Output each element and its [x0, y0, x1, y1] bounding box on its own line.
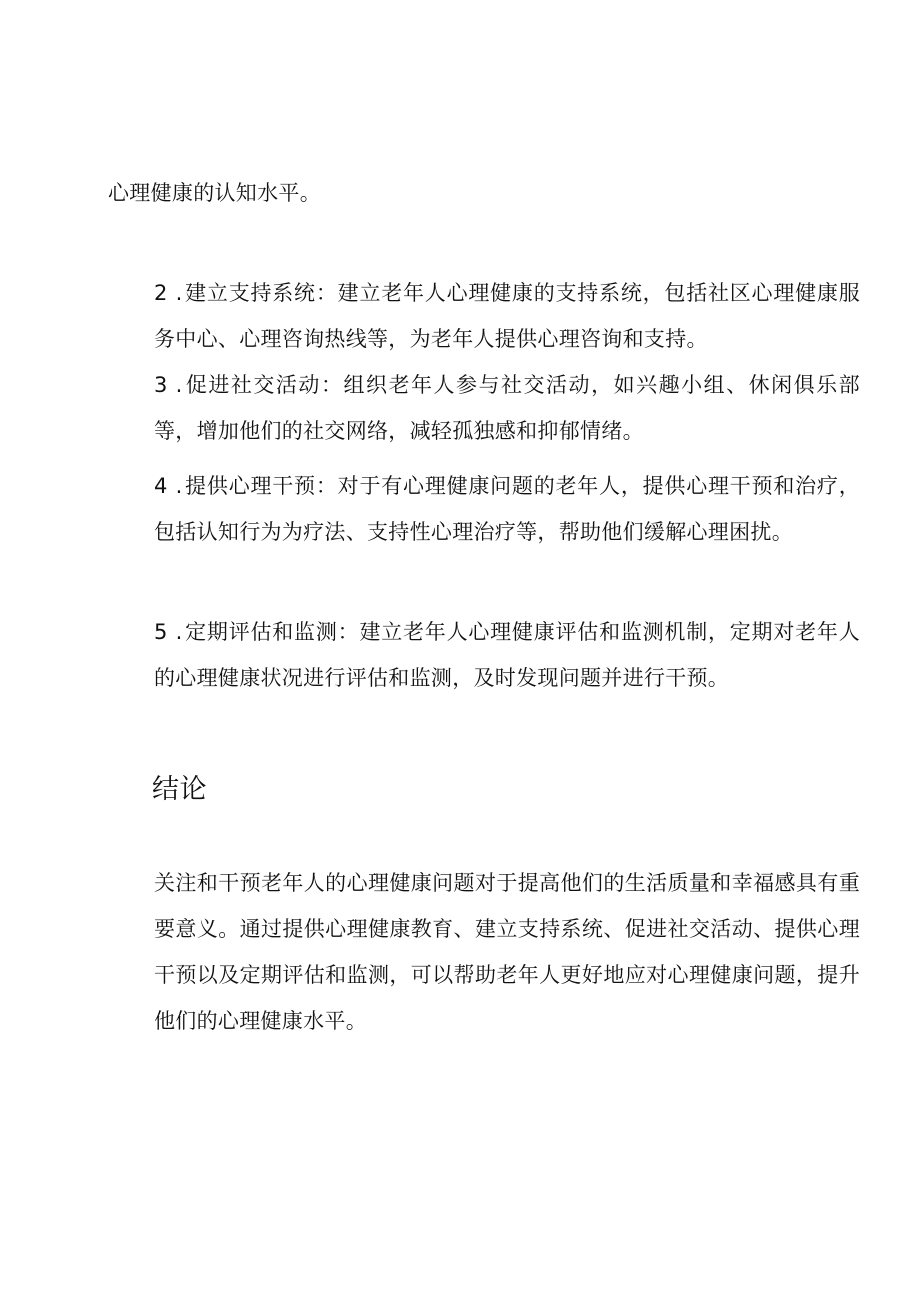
item-number: 2 [154, 281, 168, 305]
continuation-text: 心理健康的认知水平。 [108, 181, 321, 205]
item-text: 建立老年人心理健康的支持系统，包括社区心理健康服务中心、心理咨询热线等，为老年人提供心理咨询和支持。 [154, 281, 860, 351]
list-item-2 [108, 270, 860, 362]
item-number: 3 [154, 373, 168, 397]
item-separator: . [175, 620, 183, 644]
item-colon: ： [320, 373, 344, 397]
list-item-4 [108, 463, 860, 555]
item-label: 定期评估和监测 [184, 620, 338, 644]
item-separator: . [175, 281, 183, 305]
item-text: 对于有心理健康问题的老年人，提供心理干预和治疗，包括认知行为为疗法、支持性心理治疗等，帮助他们缓解心理困扰。 [154, 474, 860, 544]
item-colon: ： [315, 281, 338, 305]
list-item-5 [108, 609, 860, 701]
item-colon: ： [315, 474, 338, 498]
item-label: 促进社交活动 [184, 373, 321, 397]
continuation-paragraph [108, 170, 814, 216]
item-separator: . [175, 474, 183, 498]
item-text: 组织老年人参与社交活动，如兴趣小组、休闲俱乐部等，增加他们的社交网络，减轻孤独感和抑郁情绪。 [154, 373, 860, 443]
item-separator: . [175, 373, 183, 397]
item-number: 4 [154, 474, 168, 498]
item-label: 建立支持系统 [184, 281, 316, 305]
item-text: 建立老年人心理健康评估和监测机制，定期对老年人的心理健康状况进行评估和监测，及时发现问题并进行干预。 [154, 620, 860, 690]
item-label: 提供心理干预 [184, 474, 316, 498]
conclusion-paragraph [108, 860, 860, 1044]
conclusion-text: 关注和干预老年人的心理健康问题对于提高他们的生活质量和幸福感具有重要意义。通过提供心理健康教育、建立支持系统、促进社交活动、提供心理干预以及定期评估和监测，可以帮助老年人更好地应对心理健康问题，提升他们的心理健康水平。 [154, 871, 860, 1033]
conclusion-heading: 结论 [152, 774, 207, 805]
item-colon: ： [337, 620, 360, 644]
item-number: 5 [154, 620, 168, 644]
list-item-3 [108, 362, 860, 454]
